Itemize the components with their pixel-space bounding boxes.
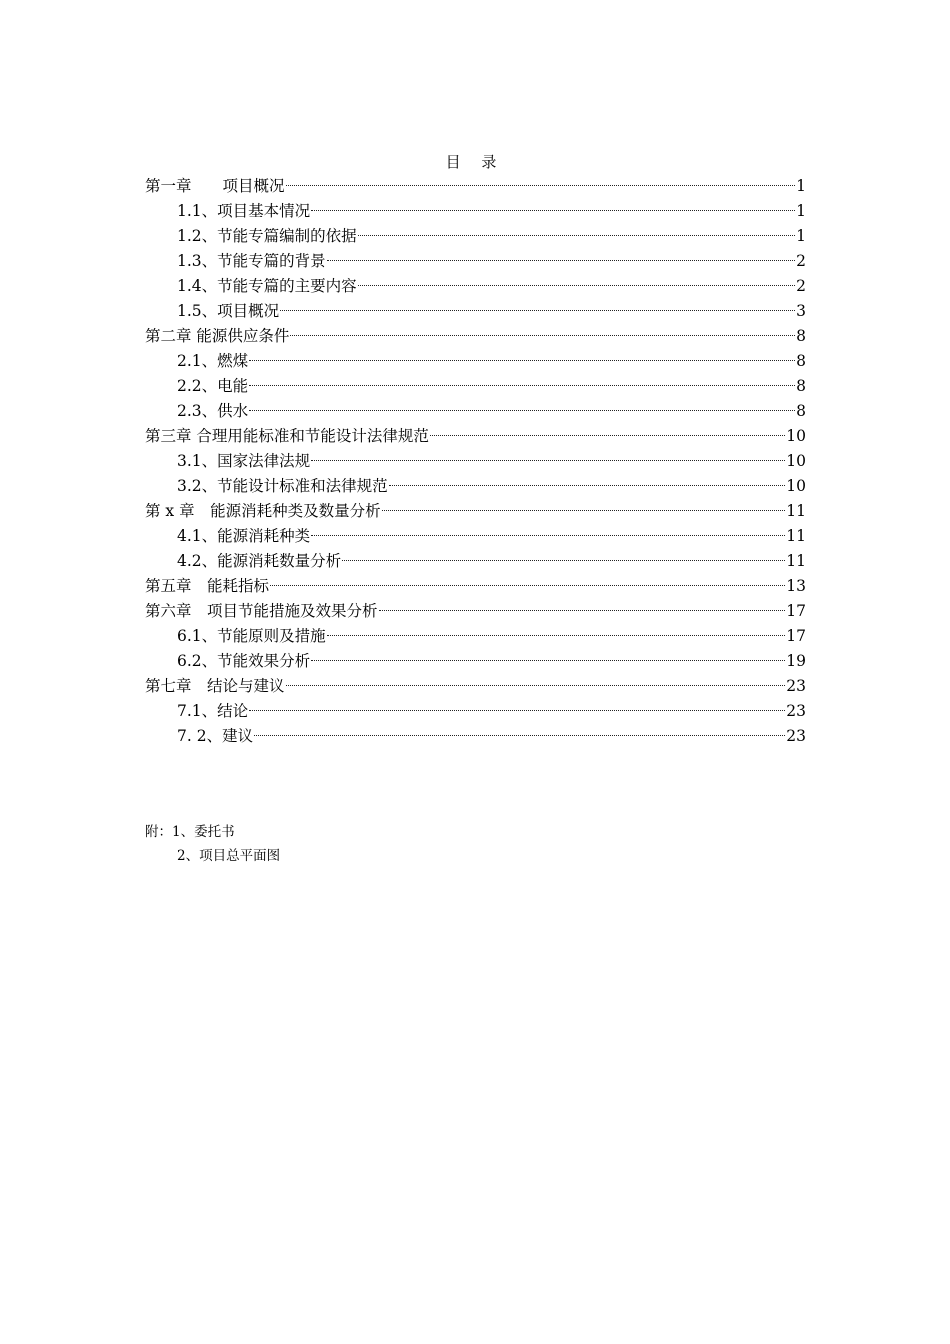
toc-entry-label: 1.5、项目概况 (177, 302, 280, 320)
toc-dot-leader (382, 510, 786, 511)
toc-dot-leader (286, 185, 796, 186)
appendix-item-1: 附：1、委托书 (145, 824, 235, 840)
toc-entry-label: 2.2、电能 (177, 377, 249, 395)
toc-entry-label: 第五章 能耗指标 (145, 577, 270, 595)
toc-section-entry[interactable] (145, 474, 806, 499)
toc-section-entry[interactable] (145, 549, 806, 574)
toc-entry-page-number: 3 (796, 302, 806, 320)
toc-section-entry[interactable] (145, 299, 806, 324)
toc-chapter-entry[interactable] (145, 424, 806, 449)
toc-entry-page-number: 2 (796, 252, 806, 270)
toc-entry-label: 第六章 项目节能措施及效果分析 (145, 602, 378, 620)
toc-entry-page-number: 8 (796, 327, 806, 345)
toc-section-entry[interactable] (145, 524, 806, 549)
toc-dot-leader (280, 310, 795, 311)
toc-dot-leader (342, 560, 785, 561)
toc-entry-label: 1.1、项目基本情况 (177, 202, 311, 220)
toc-dot-leader (358, 235, 795, 236)
toc-section-entry[interactable] (145, 649, 806, 674)
toc-entry-page-number: 11 (786, 552, 806, 570)
toc-section-entry[interactable] (145, 699, 806, 724)
toc-entry-page-number: 11 (786, 502, 806, 520)
toc-section-entry[interactable] (145, 624, 806, 649)
toc-chapter-entry[interactable] (145, 499, 806, 524)
toc-dot-leader (311, 210, 795, 211)
toc-entry-page-number: 23 (786, 702, 806, 720)
toc-entry-page-number: 17 (786, 602, 806, 620)
toc-section-entry[interactable] (145, 224, 806, 249)
toc-section-entry[interactable] (145, 199, 806, 224)
toc-section-entry[interactable] (145, 249, 806, 274)
toc-entry-label: 4.1、能源消耗种类 (177, 527, 311, 545)
toc-dot-leader (249, 385, 795, 386)
table-of-contents (145, 174, 806, 749)
toc-dot-leader (270, 585, 785, 586)
toc-entry-label: 第一章 项目概况 (145, 177, 285, 195)
toc-dot-leader (249, 410, 795, 411)
toc-entry-label: 6.1、节能原则及措施 (177, 627, 326, 645)
toc-dot-leader (379, 610, 786, 611)
toc-dot-leader (254, 735, 785, 736)
toc-entry-page-number: 19 (786, 652, 806, 670)
toc-entry-page-number: 1 (796, 177, 806, 195)
toc-dot-leader (311, 660, 785, 661)
toc-entry-page-number: 23 (786, 677, 806, 695)
toc-entry-label: 第七章 结论与建议 (145, 677, 285, 695)
toc-dot-leader (389, 485, 786, 486)
toc-entry-label: 6.2、节能效果分析 (177, 652, 311, 670)
toc-section-entry[interactable] (145, 399, 806, 424)
appendix (145, 820, 280, 868)
toc-entry-label: 7.1、结论 (177, 702, 249, 720)
appendix-item-2: 2、项目总平面图 (177, 848, 281, 864)
toc-entry-page-number: 8 (796, 377, 806, 395)
toc-entry-label: 4.2、能源消耗数量分析 (177, 552, 342, 570)
toc-section-entry[interactable] (145, 449, 806, 474)
toc-entry-label: 7. 2、建议 (177, 727, 254, 745)
toc-dot-leader (249, 360, 795, 361)
toc-dot-leader (327, 635, 786, 636)
toc-entry-page-number: 8 (796, 352, 806, 370)
toc-entry-page-number: 23 (786, 727, 806, 745)
toc-entry-label: 第三章 合理用能标准和节能设计法律规范 (145, 427, 429, 445)
toc-entry-label: 1.2、节能专篇编制的依据 (177, 227, 357, 245)
toc-dot-leader (358, 285, 795, 286)
toc-chapter-entry[interactable] (145, 674, 806, 699)
toc-section-entry[interactable] (145, 349, 806, 374)
toc-chapter-entry[interactable] (145, 174, 806, 199)
toc-entry-label: 第二章 能源供应条件 (145, 327, 290, 345)
toc-entry-page-number: 10 (786, 427, 806, 445)
toc-entry-label: 3.2、节能设计标准和法律规范 (177, 477, 388, 495)
toc-chapter-entry[interactable] (145, 324, 806, 349)
toc-section-entry[interactable] (145, 274, 806, 299)
toc-entry-label: 2.1、燃煤 (177, 352, 249, 370)
toc-title: 目 录 (445, 153, 505, 171)
toc-entry-page-number: 13 (786, 577, 806, 595)
toc-entry-page-number: 8 (796, 402, 806, 420)
toc-dot-leader (311, 460, 785, 461)
toc-dot-leader (249, 710, 785, 711)
toc-entry-page-number: 2 (796, 277, 806, 295)
toc-chapter-entry[interactable] (145, 574, 806, 599)
toc-dot-leader (286, 685, 786, 686)
toc-dot-leader (311, 535, 785, 536)
toc-entry-label: 1.4、节能专篇的主要内容 (177, 277, 357, 295)
toc-chapter-entry[interactable] (145, 599, 806, 624)
toc-entry-page-number: 1 (796, 202, 806, 220)
toc-section-entry[interactable] (145, 724, 806, 749)
toc-entry-page-number: 10 (786, 477, 806, 495)
toc-entry-label: 3.1、国家法律法规 (177, 452, 311, 470)
toc-entry-label: 2.3、供水 (177, 402, 249, 420)
toc-entry-page-number: 1 (796, 227, 806, 245)
toc-entry-page-number: 17 (786, 627, 806, 645)
toc-section-entry[interactable] (145, 374, 806, 399)
toc-dot-leader (327, 260, 795, 261)
toc-entry-page-number: 11 (786, 527, 806, 545)
toc-entry-label: 第 x 章 能源消耗种类及数量分析 (145, 502, 381, 520)
toc-dot-leader (430, 435, 785, 436)
toc-entry-page-number: 10 (786, 452, 806, 470)
toc-dot-leader (290, 335, 795, 336)
toc-entry-label: 1.3、节能专篇的背景 (177, 252, 326, 270)
